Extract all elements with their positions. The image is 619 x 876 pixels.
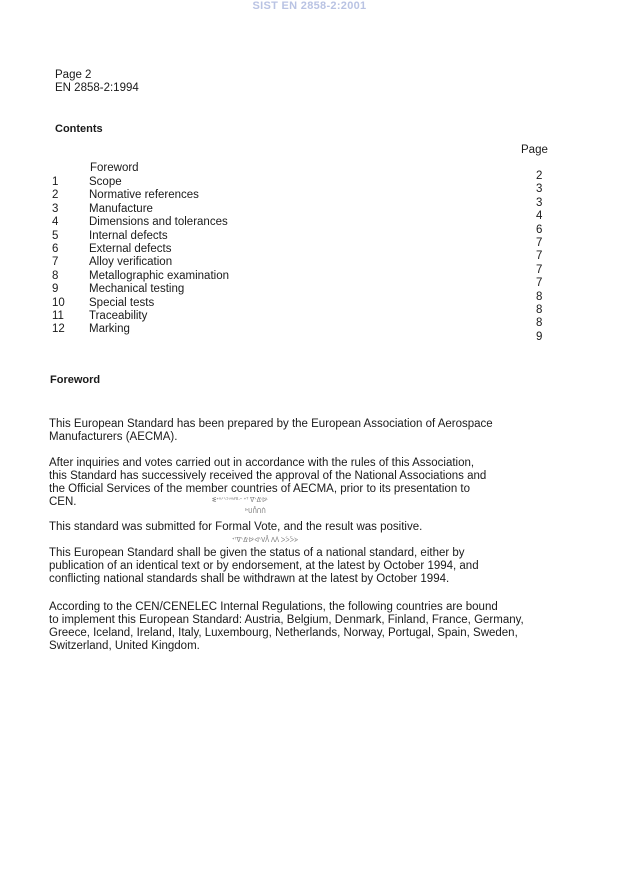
toc-foreword-entry: Foreword (90, 162, 139, 174)
toc-number: 12 (52, 323, 65, 336)
toc-number: 5 (52, 229, 59, 242)
toc-number: 9 (52, 283, 59, 296)
toc-page-number: 3 (536, 196, 543, 209)
page-number: Page 2 (55, 69, 92, 81)
contents-heading: Contents (55, 123, 103, 135)
watermark-text: SIST EN 2858-2:2001 (252, 0, 367, 12)
toc-page-number: 7 (536, 250, 543, 263)
toc-page-number: 7 (536, 277, 543, 290)
toc-title: Traceability (89, 310, 148, 322)
toc-title: Manufacture (89, 202, 153, 215)
toc-number: 4 (52, 216, 59, 229)
foreword-paragraph: This European Standard shall be given the status of a national standard, either by publication of an identical text or by endorsement, at the latest by October 1994, and conflicting national standards shall be withdrawn at the latest by October 1994. (49, 547, 479, 585)
toc-page-number: 7 (536, 237, 543, 249)
toc-page-number: 2 (536, 170, 543, 182)
toc-title: Scope (89, 176, 122, 188)
toc-number: 1 (52, 176, 59, 188)
toc-title: External defects (89, 243, 172, 255)
toc-title: Alloy verification (89, 256, 173, 269)
foreword-paragraph: This standard was submitted for Formal Vote, and the result was positive. (49, 521, 423, 533)
toc-title: Internal defects (89, 229, 168, 242)
toc-number: 2 (52, 189, 59, 202)
toc-page-number: 8 (536, 304, 543, 316)
toc-page-number: 6 (536, 223, 543, 236)
toc-number: 7 (52, 256, 59, 269)
toc-title: Special tests (89, 296, 155, 309)
foreword-paragraph: According to the CEN/CENELEC Internal Regulations, the following countries are bound to implement this European Standard: Austria, Belgium, Denmark, Finland, France, Germany, Greece, Iceland, Ireland, Italy, Luxembourg, Netherlands, Norway, Portugal, Spain, Sweden, Switzerland, United Kingdom. (49, 601, 524, 652)
toc-number: 3 (52, 202, 59, 215)
toc-page-number: 4 (536, 210, 543, 223)
foreword-paragraph: This European Standard has been prepared by the European Association of Aerospace Manufacturers (AECMA). (49, 418, 493, 443)
toc-title: Normative references (89, 189, 199, 202)
toc-page-number: 8 (536, 317, 543, 330)
toc-title: Dimensions and tolerances (89, 216, 228, 229)
foreword-heading: Foreword (50, 374, 101, 386)
toc-number: 8 (52, 269, 59, 282)
toc-page-number: 7 (536, 263, 543, 276)
toc-title: Marking (89, 323, 130, 336)
toc-title: Metallographic examination (89, 269, 229, 282)
foreword-paragraph: After inquiries and votes carried out in accordance with the rules of this Association, this Standard has successively received the approval of the National Associations and the Official Services of the member countries of AECMA, prior to its presentation to CEN. (49, 457, 487, 508)
toc-page-number: 9 (536, 330, 543, 343)
toc-page-number: 8 (536, 290, 543, 303)
toc-number: 6 (52, 243, 59, 255)
page-column-label: Page (521, 144, 548, 156)
standard-number: EN 2858-2:1994 (55, 82, 139, 94)
toc-title: Mechanical testing (89, 283, 185, 296)
toc-page-number: 3 (536, 183, 543, 196)
toc-number: 10 (52, 296, 65, 309)
toc-number: 11 (52, 310, 64, 322)
